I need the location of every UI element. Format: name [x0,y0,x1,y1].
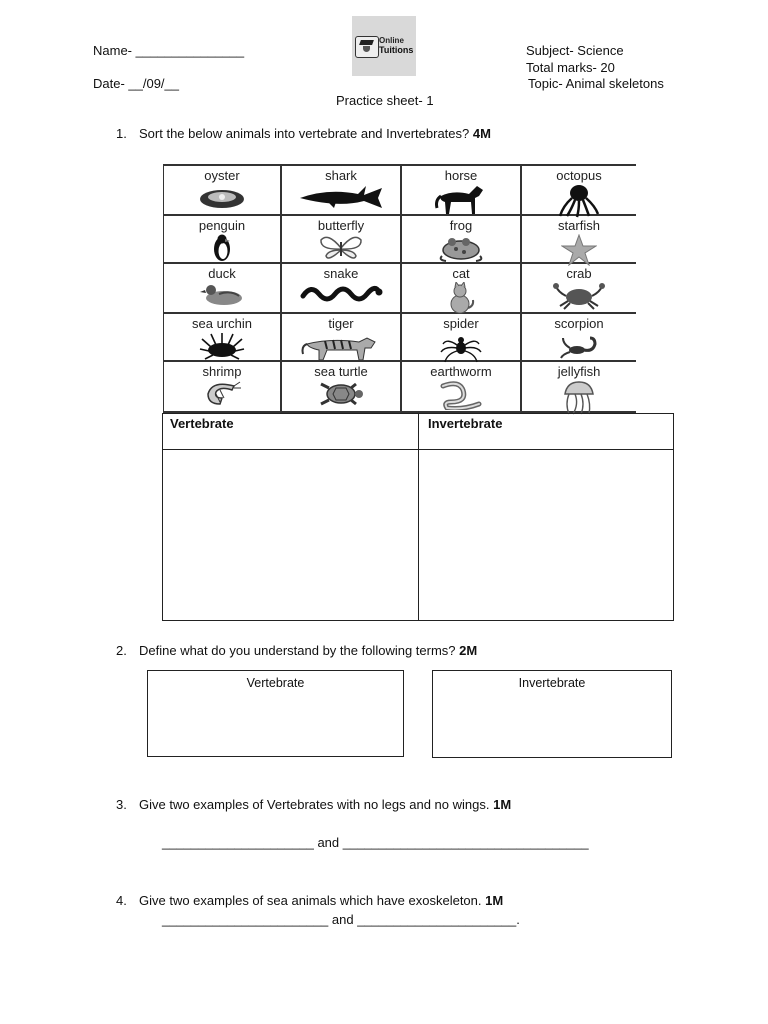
animal-name: duck [208,266,236,281]
q4-text: Give two examples of sea animals which have exoskeleton. [139,893,482,908]
animal-cell-tiger [282,314,402,362]
animal-name: shark [325,168,357,183]
q3-number: 3. [116,797,127,812]
q1-number: 1. [116,126,127,141]
animal-name: scorpion [554,316,604,331]
q4-answer-line[interactable]: _______________________ and ______________________. [162,912,520,927]
snake-icon [299,282,383,309]
animal-name: horse [444,168,478,183]
animal-cell-crab [522,264,636,314]
earthworm-icon [439,380,483,415]
animal-name: snake [323,266,359,281]
animal-name: butterfly [317,218,365,233]
q2-marks: 2M [459,643,478,658]
q3-text: Give two examples of Vertebrates with no legs and no wings. [139,797,490,812]
sort-table [162,413,674,621]
vertebrate-answer-area[interactable] [163,450,418,620]
animal-cell-snake [282,264,402,314]
animal-name: shrimp [202,364,242,379]
invertebrate-definition-caption: Invertebrate [518,676,586,690]
q2-text: Define what do you understand by the following terms? [139,643,456,658]
animal-cell-scorpion [522,314,636,362]
name-field-label: Name- _______________ [93,43,245,58]
q2-prompt [139,643,477,658]
animal-cell-jellyfish [522,362,636,413]
animal-cell-shark [282,166,402,216]
animal-name: cat [452,266,470,281]
animal-cell-octopus [522,166,636,216]
q3-answer-line[interactable]: _____________________ and __________________________________ [162,835,589,850]
animal-name: oyster [204,168,240,183]
vertebrate-definition-box[interactable] [147,670,404,757]
q4-prompt [139,893,503,908]
animal-cell-sea-urchin [163,314,282,362]
animal-name: tiger [328,316,354,331]
shark-icon [298,184,384,215]
animal-name: spider [443,316,479,331]
crab-icon [552,282,606,315]
sea-turtle-icon [316,380,366,411]
animal-cell-cat [402,264,522,314]
animal-name: jellyfish [557,364,601,379]
frog-icon [436,234,486,267]
oyster-icon [196,184,248,215]
animal-name: octopus [556,168,602,183]
animal-picture-grid [163,164,636,413]
q3-prompt [139,797,511,812]
animal-name: earthworm [430,364,492,379]
animal-name: frog [449,218,473,233]
q1-marks: 4M [472,126,491,141]
shrimp-icon [202,380,242,413]
online-tuitions-logo [352,16,416,76]
invertebrate-answer-area[interactable] [419,450,673,620]
animal-name: penguin [198,218,246,233]
topic-label: Topic- Animal skeletons [528,76,664,91]
graduation-cap-icon [355,36,379,58]
logo-text-line1: Online [379,36,404,45]
animal-cell-penguin [163,216,282,264]
animal-cell-spider [402,314,522,362]
sort-header-invertebrate: Invertebrate [428,416,503,431]
sheet-title: Practice sheet- 1 [336,93,434,108]
animal-cell-sea-turtle [282,362,402,413]
animal-cell-shrimp [163,362,282,413]
vertebrate-definition-caption: Vertebrate [246,676,305,690]
q4-marks: 1M [485,893,504,908]
animal-name: sea urchin [192,316,252,331]
q4-number: 4. [116,893,127,908]
animal-cell-frog [402,216,522,264]
animal-name: sea turtle [314,364,368,379]
animal-cell-duck [163,264,282,314]
animal-cell-oyster [163,166,282,216]
animal-name: starfish [558,218,600,233]
animal-cell-earthworm [402,362,522,413]
invertebrate-definition-box[interactable] [432,670,672,758]
duck-icon [199,282,245,311]
date-field-label: Date- __/09/__ [93,76,180,91]
sea-urchin-icon [199,332,245,365]
animal-cell-horse [402,166,522,216]
animal-name: crab [566,266,592,281]
animal-cell-starfish [522,216,636,264]
total-marks-label: Total marks- 20 [526,60,615,75]
animal-cell-butterfly [282,216,402,264]
q1-prompt [139,126,491,141]
q3-marks: 1M [493,797,512,812]
penguin-icon [211,234,233,267]
q1-text: Sort the below animals into vertebrate and Invertebrates? [139,126,470,141]
sort-header-vertebrate: Vertebrate [170,416,234,431]
scorpion-icon [559,332,599,365]
subject-label: Subject- Science [526,43,624,58]
logo-text-line2: Tuitions [379,45,414,55]
q2-number: 2. [116,643,127,658]
